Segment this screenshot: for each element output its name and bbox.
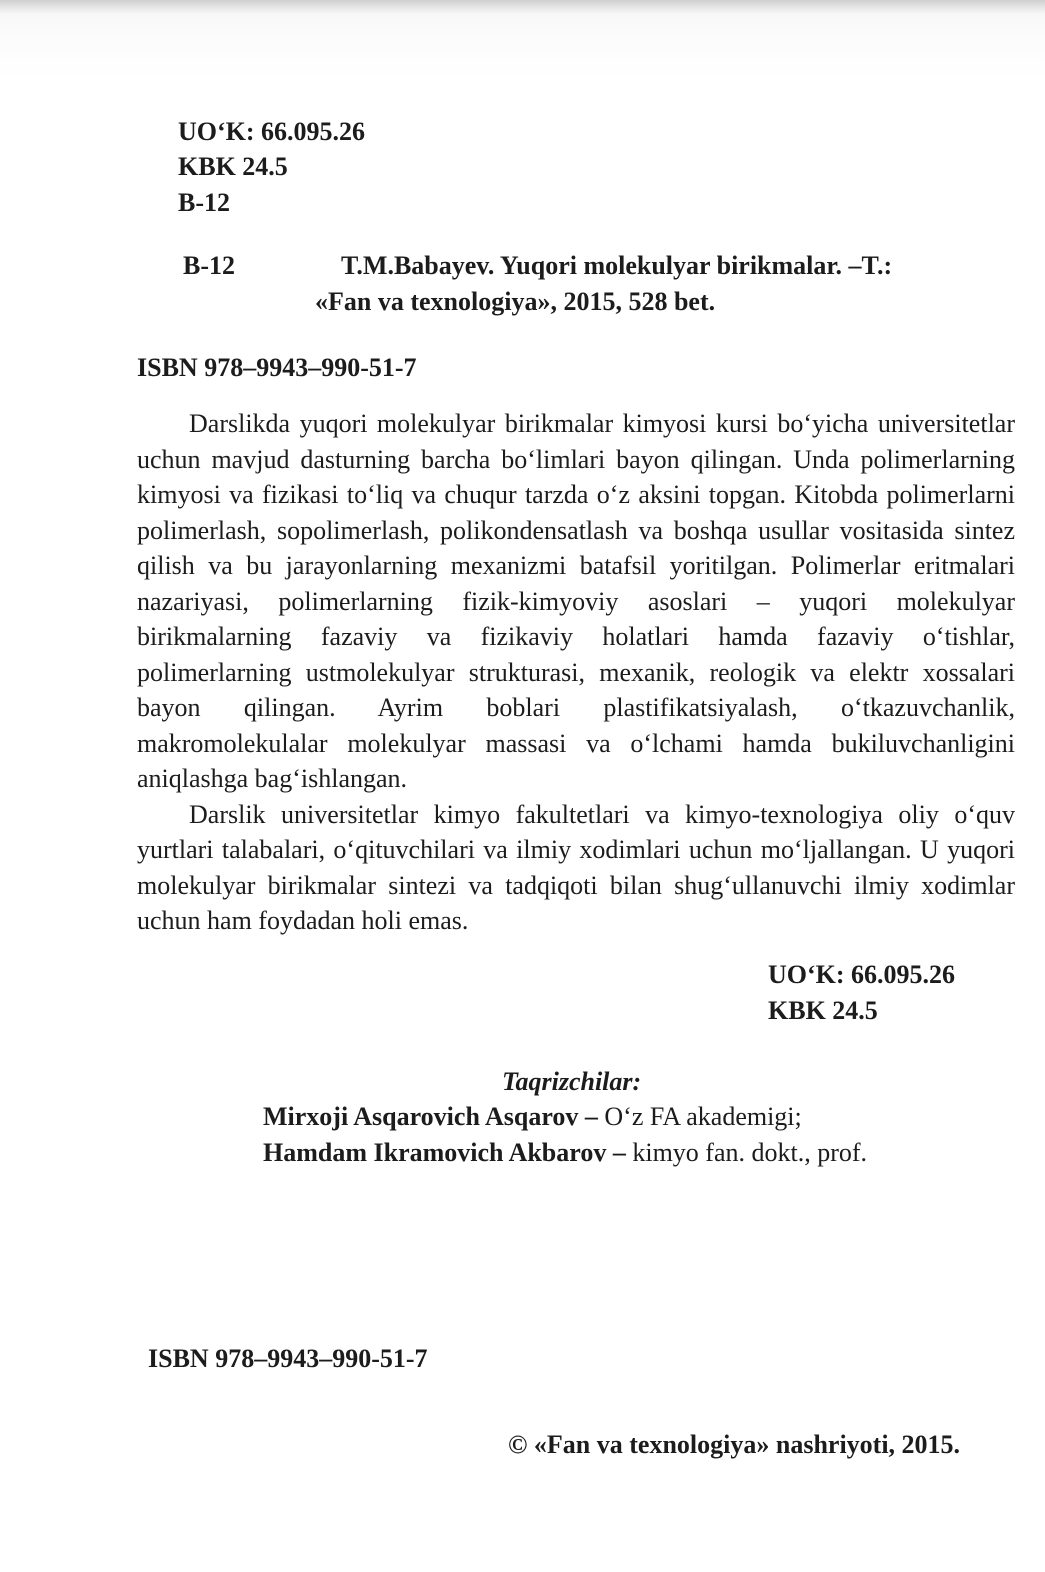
- abstract-paragraph-2: Darslik universitetlar kimyo fakultetlari va kimyo-texnologiya oliy o‘quv yurtlari talabalari, o‘qituvchilari va ilmiy xodimlari uchun mo‘ljallangan. U yuqori molekulyar birikmalar sintezi va tadqiqoti bilan shug‘ullanuvchi ilmiy xodimlar uchun ham foydadan holi emas.: [137, 799, 1015, 935]
- author-mark-top: B-12: [178, 188, 230, 217]
- isbn-top: ISBN 978–9943–990-51-7: [137, 353, 417, 382]
- reviewer-2-name: Hamdam Ikramovich Akbarov –: [263, 1138, 626, 1167]
- isbn-bottom: ISBN 978–9943–990-51-7: [148, 1344, 428, 1373]
- reviewer-2-role: kimyo fan. dokt., prof.: [625, 1138, 868, 1167]
- kbk-code-bottom: KBK 24.5: [768, 996, 878, 1025]
- udk-code-top: UO‘K: 66.095.26: [178, 117, 366, 146]
- bibliographic-code: B-12: [183, 251, 235, 280]
- reviewers-title: Taqrizchilar:: [502, 1067, 642, 1096]
- bibliographic-publisher-line: «Fan va texnologiya», 2015, 528 bet.: [315, 287, 716, 316]
- abstract: [137, 406, 1015, 939]
- kbk-code-top: KBK 24.5: [178, 152, 288, 181]
- reviewer-1: [263, 1099, 802, 1135]
- udk-code-bottom: UO‘K: 66.095.26: [768, 960, 956, 989]
- scan-edge-shadow: [0, 0, 1045, 14]
- reviewer-1-name: Mirxoji Asqarovich Asqarov –: [263, 1102, 598, 1131]
- reviewer-2: [263, 1135, 867, 1171]
- reviewer-1-role: O‘z FA akademigi;: [597, 1102, 802, 1131]
- abstract-paragraph-1: Darslikda yuqori molekulyar birikmalar kimyosi kursi bo‘yicha universitetlar uchun mavjud dasturning barcha bo‘limlari bayon qilingan. Unda polimerlarning kimyosi va fizikasi to‘liq va chuqur tarzda o‘z aksini topgan. Kitobda polimerlarni polimerlash, sopolimerlash, polikondensatlash va boshqa usullar vositasida sintez qilish va bu jarayonlarning mexanizmi batafsil yoritilgan. Polimerlar eritmalari nazariyasi, polimerlarning fizik-kimyoviy asoslari – yuqori molekulyar birikmalarning fazaviy va fizikaviy holatlari hamda fazaviy o‘tishlar, polimerlarning ustmolekulyar strukturasi, mexanik, reologik va elektr xossalari bayon qilingan. Ayrim boblari plastifikatsiyalash, o‘tkazuvchanlik, makromolekulalar molekulyar massasi va o‘lchami hamda bukiluvchanligini aniqlashga bag‘ishlangan.: [137, 409, 1015, 793]
- copyright-notice: © «Fan va texnologiya» nashriyoti, 2015.: [508, 1430, 961, 1459]
- bibliographic-title-line: T.M.Babayev. Yuqori molekulyar birikmalar. –T.:: [341, 251, 893, 280]
